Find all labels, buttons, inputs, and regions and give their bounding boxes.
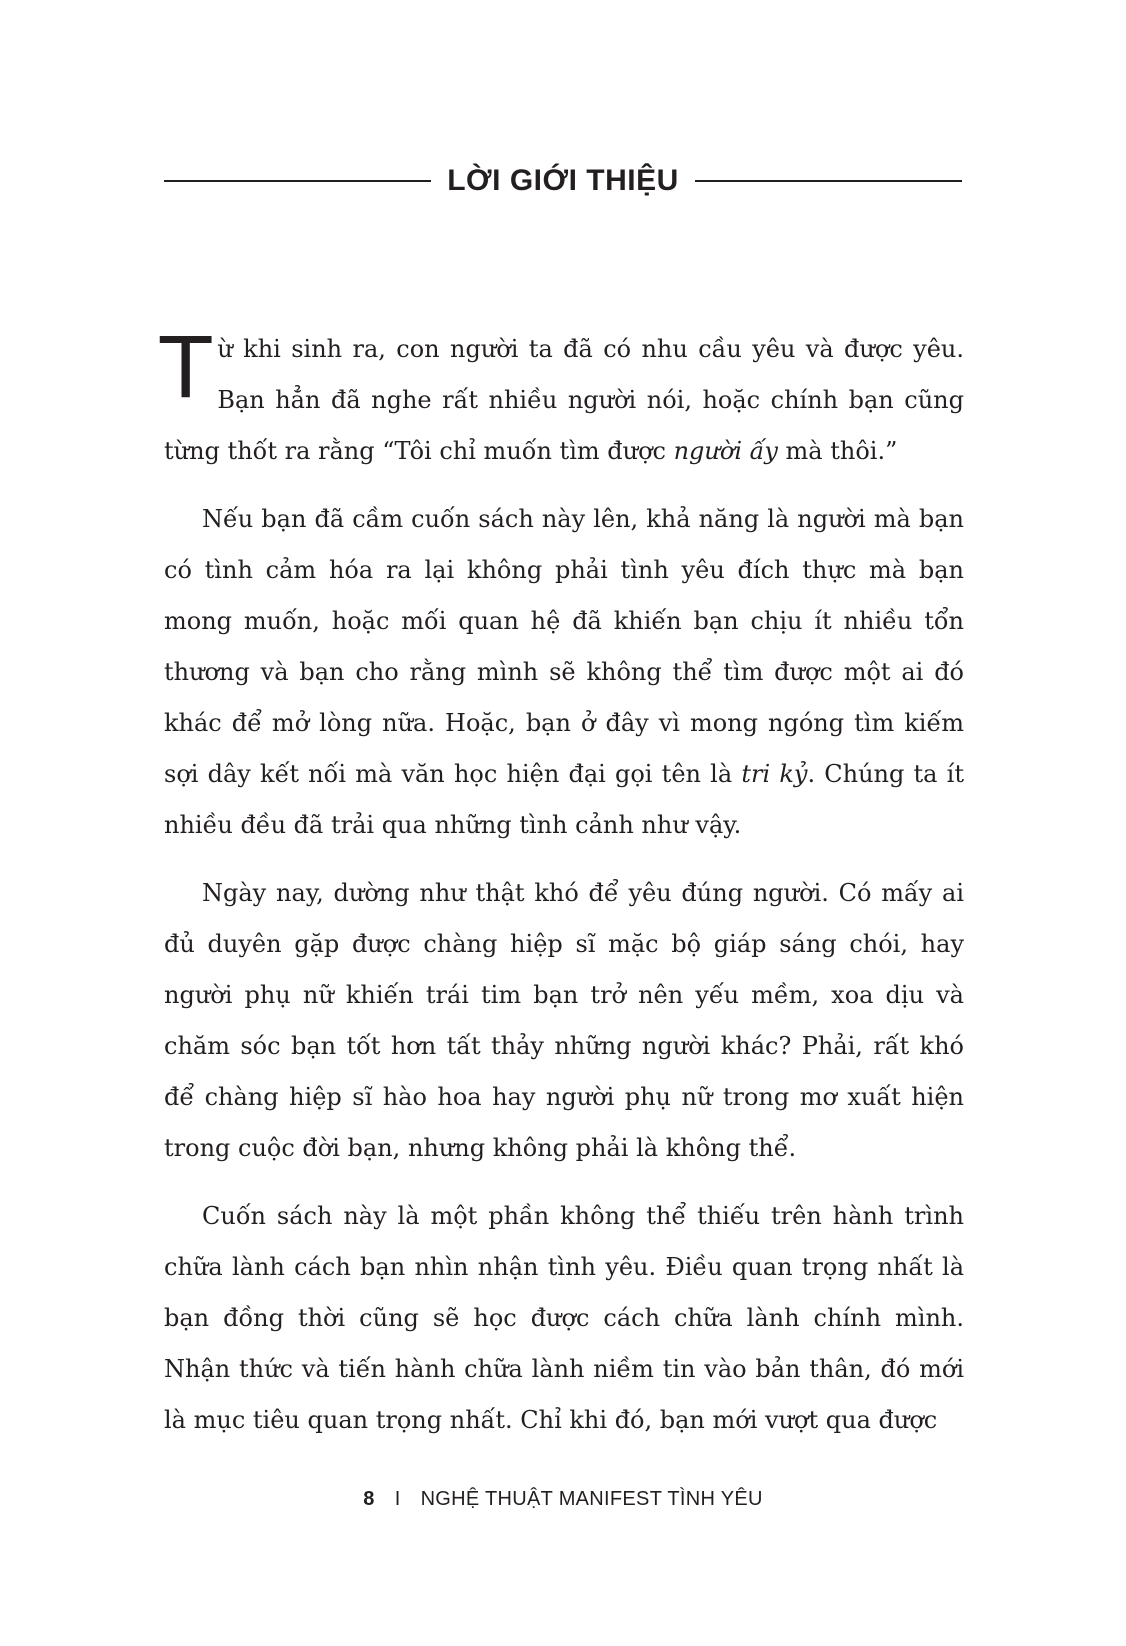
paragraph-1-italic: người ấy — [673, 437, 778, 465]
paragraph-3: Ngày nay, dường như thật khó để yêu đúng người. Có mấy ai đủ duyên gặp được chàng hiệp sĩ mặc bộ giáp sáng chói, hay người phụ nữ khiến trái tim bạn trở nên yếu mềm, xoa dịu và chăm sóc bạn tốt hơn tất thảy những người khác? Phải, rất khó để chàng hiệp sĩ hào hoa hay người phụ nữ trong mơ xuất hiện trong cuộc đời bạn, nhưng không phải là không thể. — [164, 879, 964, 1162]
page-footer — [0, 1488, 1126, 1511]
paragraph-2 — [164, 494, 964, 851]
heading-rule-right — [695, 180, 962, 182]
paragraph-1-text: ừ khi sinh ra, con người ta đã có nhu cầu yêu và được yêu. Bạn hẳn đã nghe rất nhiều người nói, hoặc chính bạn cũng từng thốt ra rằng “Tôi chỉ muốn tìm được — [164, 335, 964, 465]
chapter-heading-row — [164, 156, 962, 206]
page-number: 8 — [363, 1488, 375, 1510]
paragraph-1-text-end: mà thôi.” — [777, 437, 898, 465]
paragraph-2-text-end: . Chúng ta ít nhiều đều đã trải qua những tình cảnh như vậy. — [164, 760, 964, 839]
paragraph-4: Cuốn sách này là một phần không thể thiếu trên hành trình chữa lành cách bạn nhìn nhận tình yêu. Điều quan trọng nhất là bạn đồng thời cũng sẽ học được cách chữa lành chính mình. Nhận thức và tiến hành chữa lành niềm tin vào bản thân, đó mới là mục tiêu quan trọng nhất. Chỉ khi đó, bạn mới vượt qua được — [164, 1202, 964, 1434]
chapter-title: LỜI GIỚI THIỆU — [447, 164, 679, 197]
footer-separator: I — [394, 1488, 401, 1510]
paragraph-2-italic: tri kỷ — [741, 760, 808, 788]
heading-rule-left — [164, 180, 431, 182]
paragraph-2-text: Nếu bạn đã cầm cuốn sách này lên, khả năng là người mà bạn có tình cảm hóa ra lại không phải tình yêu đích thực mà bạn mong muốn, hoặc mối quan hệ đã khiến bạn chịu ít nhiều tổn thương và bạn cho rằng mình sẽ không thể tìm được một ai đó khác để mở lòng nữa. Hoặc, bạn ở đây vì mong ngóng tìm kiếm sợi dây kết nối mà văn học hiện đại gọi tên là — [164, 505, 964, 788]
running-title: NGHỆ THUẬT MANIFEST TÌNH YÊU — [420, 1488, 763, 1510]
body-text — [160, 319, 964, 1463]
paragraph-1 — [160, 319, 964, 477]
drop-cap: T — [160, 319, 212, 417]
